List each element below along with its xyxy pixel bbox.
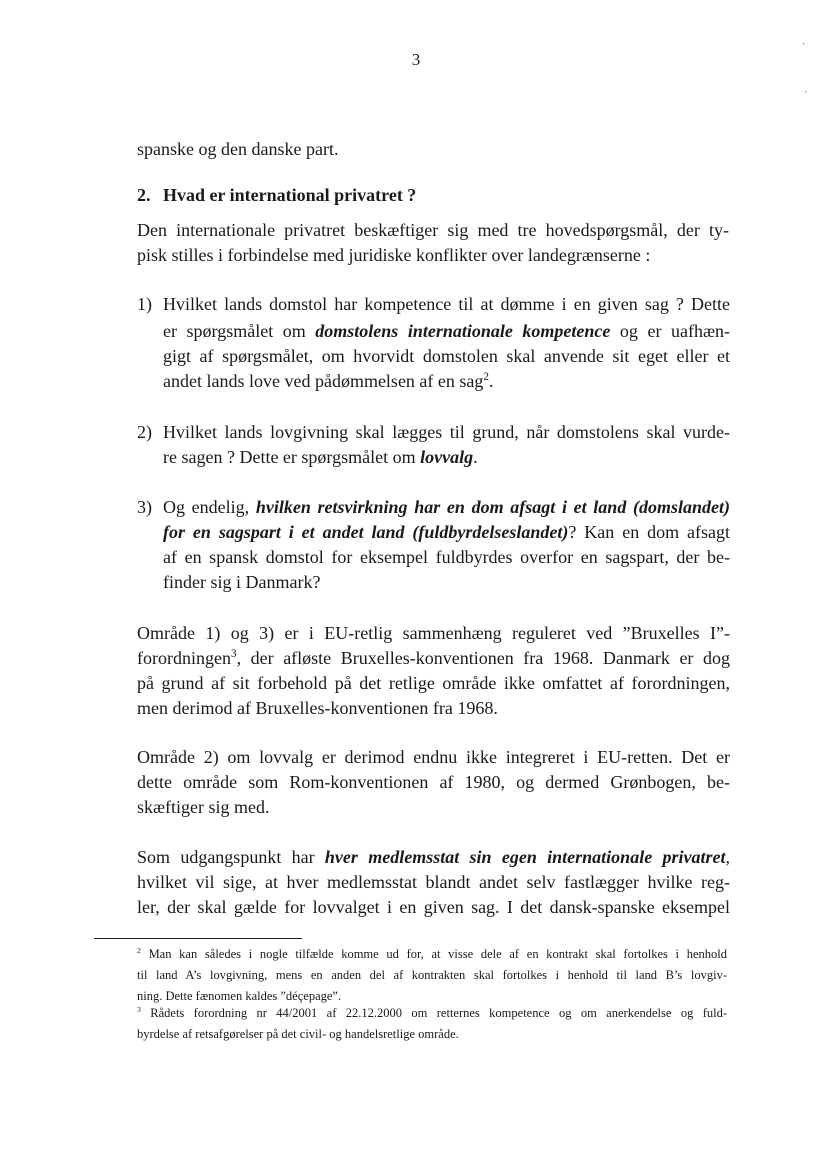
text-line: men derimod af Bruxelles-konventionen fra 1968. [137,698,498,718]
scan-speck: ˏ [802,34,806,45]
text-line [163,370,493,392]
text-span: og er uafhæn- [610,321,730,341]
text-span: Rådets forordning nr 44/2001 af 22.12.2000 om retternes kompetence og om anerkendelse og fuld- [140,1006,727,1020]
text-line [163,521,730,543]
text-span: forordningen [137,648,231,668]
page-number: 3 [411,50,421,69]
text-span: ? Kan en dom afsagt [568,522,731,542]
emphasis: hver medlemsstat sin egen internationale privatret [324,847,726,867]
text-span: Som udgangspunkt har [137,847,325,867]
text-line: pisk stilles i forbindelse med juridiske konflikter over landegrænserne : [137,245,651,265]
text-line: spanske og den danske part. [137,139,339,159]
text-line [163,320,730,342]
footnote-line: byrdelse af retsafgørelser på det civil- og handelsretlige område. [137,1027,459,1041]
text-line: gigt af spørgsmålet, om hvorvidt domstolen skal anvende sit eget eller et [163,346,730,366]
list-number: 3) [137,497,152,517]
footnote-ref: 3 [230,648,237,660]
text-line [137,846,730,868]
text-line: skæftiger sig med. [137,797,270,817]
emphasis: lovvalg [420,447,474,467]
text-line: af en spansk domstol for eksempel fuldbyrdes overfor en sagspart, der be- [163,547,730,567]
text-line: på grund af sit forbehold på det retlige område ikke omfattet af forordningen, [137,673,730,693]
text-line [163,496,730,518]
section-title: Hvad er international privatret ? [163,185,417,205]
text-span: andet lands love ved pådømmelsen af en sag [163,371,484,391]
section-number: 2. [137,185,151,205]
footnote-number: 3 [137,1004,141,1014]
text-span: , der afløste Bruxelles-konventionen fra 1968. Danmark er dog [236,648,730,668]
text-span: er spørgsmålet om [163,321,316,341]
text-line: Område 1) og 3) er i EU-retlig sammenhæng reguleret ved ”Bruxelles I”- [137,623,730,643]
text-span: , [725,847,730,867]
footnote-line: ning. Dette fænomen kaldes ”déçepage”. [137,989,342,1003]
section-heading [137,184,416,206]
text-span: Man kan således i nogle tilfælde komme ud for, at visse dele af en kontrakt skal fortolkes i henhold [140,947,727,961]
text-line [163,446,478,468]
emphasis: domstolens internationale kompetence [315,321,611,341]
text-line: dette område som Rom-konventionen af 1980, og dermed Grønbogen, be- [137,772,730,792]
text-line: Område 2) om lovvalg er derimod endnu ikke integreret i EU-retten. Det er [137,747,730,767]
list-number: 2) [137,422,152,442]
text-line: Den internationale privatret beskæftiger sig med tre hovedspørgsmål, der ty- [137,220,729,240]
text-span: . [473,447,478,467]
text-line: Hvilket lands domstol har kompetence til at dømme i en given sag ? Dette [163,294,730,314]
text-span: . [488,371,494,391]
footnote-line [137,946,727,962]
text-line [137,647,730,669]
text-span: re sagen ? Dette er spørgsmålet om [163,447,421,467]
footnote-number: 2 [137,945,141,955]
emphasis: hvilken retsvirkning har en dom afsagt i et land (domslandet) [255,497,730,517]
footnote-divider [94,938,302,939]
emphasis: for en sagspart i et andet land (fuldbyrdelseslandet) [163,522,569,542]
list-number: 1) [137,294,152,314]
footnote-line [137,1005,727,1021]
text-line: Hvilket lands lovgivning skal lægges til grund, når domstolens skal vurde- [163,422,730,442]
footnote-line: til land A’s lovgivning, mens en anden del af kontrakten skal fortolkes i henhold til land B’s lovgiv- [137,968,727,982]
text-line: hvilket vil sige, at hver medlemsstat blandt andet selv fastlægger hvilke reg- [137,872,730,892]
text-span: Og endelig, [163,497,256,517]
scan-speck: ˎ [804,82,808,93]
text-line: ler, der skal gælde for lovvalget i en given sag. I det dansk-spanske eksempel [137,897,730,917]
text-line: finder sig i Danmark? [163,572,321,592]
footnote-ref: 2 [483,371,489,383]
